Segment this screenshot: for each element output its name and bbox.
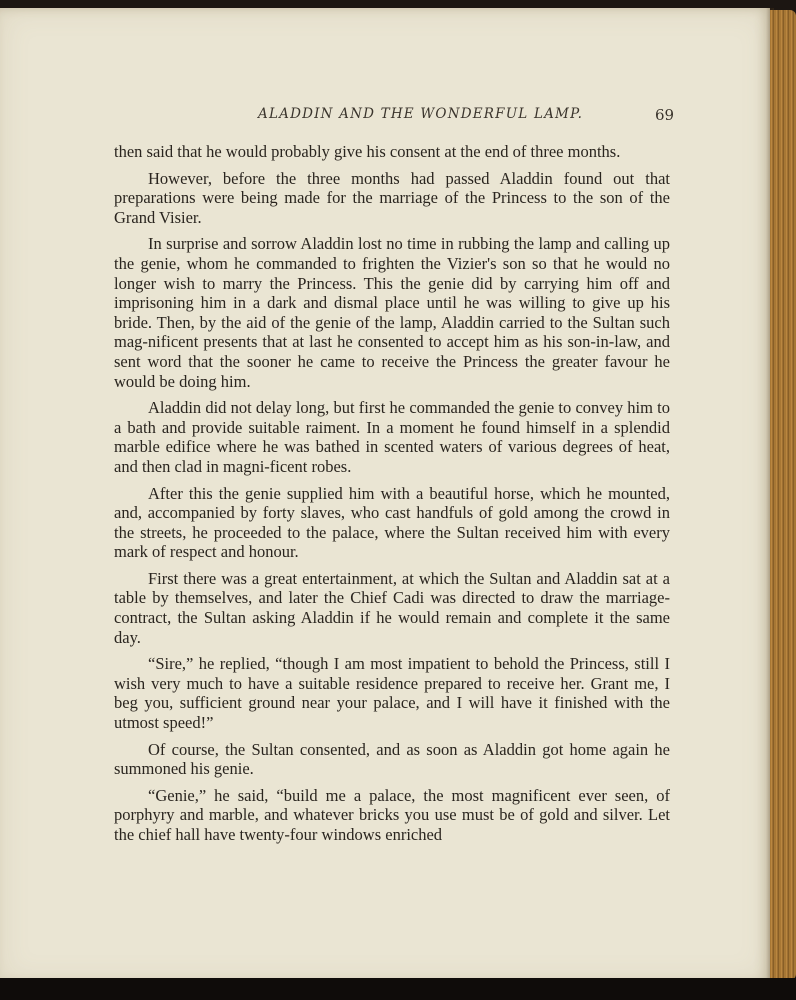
running-head: ALADDIN AND THE WONDERFUL LAMP. (258, 106, 584, 122)
paragraph: Of course, the Sultan consented, and as soon as Aladdin got home again he summoned his genie. (114, 739, 670, 779)
paragraph: “Sire,” he replied, “though I am most impatient to behold the Princess, still I wish very much to have a suitable residence prepared to receive her. Grant me, I beg you, sufficient ground near your palace, and I will have it finished with the utmost speed!” (114, 654, 670, 733)
paragraph: First there was a great entertainment, at which the Sultan and Aladdin sat at a table by themselves, and later the Chief Cadi was directed to draw the marriage-contract, the Sultan asking Aladdin if he would remain and complete it the same day. (114, 568, 670, 647)
paragraph: then said that he would probably give his consent at the end of three months. (114, 142, 621, 161)
paragraph: After this the genie supplied him with a beautiful horse, which he mounted, and, accompanied by forty slaves, who cast handfuls of gold among the crowd in the streets, he proceeded to the palace, where the Sultan received him with every mark of respect and honour. (114, 483, 670, 562)
paragraph: In surprise and sorrow Aladdin lost no time in rubbing the lamp and calling up the genie, whom he commanded to frighten the Vizier's son so that he would no longer wish to marry the Princess. This the genie did by carrying him off and imprisoning him in a dark and dismal place until he was willing to give up his bride. Then, by the aid of the genie of the lamp, Aladdin carried to the Sultan such mag-nificent presents that at last he consented to accept him as his son-in-law, and sent word that the sooner he came to receive the Princess the greater favour he would be doing him. (114, 234, 670, 391)
page-number: 69 (655, 106, 675, 124)
scan-bottom-border (0, 978, 796, 1000)
body-text (114, 142, 670, 852)
paragraph: However, before the three months had passed Aladdin found out that preparations were being made for the marriage of the Princess to the son of the Grand Visier. (114, 168, 670, 227)
paragraph: “Genie,” he said, “build me a palace, the most magnificent ever seen, of porphyry and marble, and whatever bricks you use must be of gold and silver. Let the chief hall have twenty-four windows enriched (114, 785, 670, 844)
page-paper (0, 8, 770, 983)
book-page-edges (770, 10, 796, 980)
paragraph: Aladdin did not delay long, but first he commanded the genie to convey him to a bath and provide suitable raiment. In a moment he found himself in a splendid marble edifice where he was bathed in scented waters of various degrees of heat, and then clad in magni-ficent robes. (114, 398, 670, 476)
